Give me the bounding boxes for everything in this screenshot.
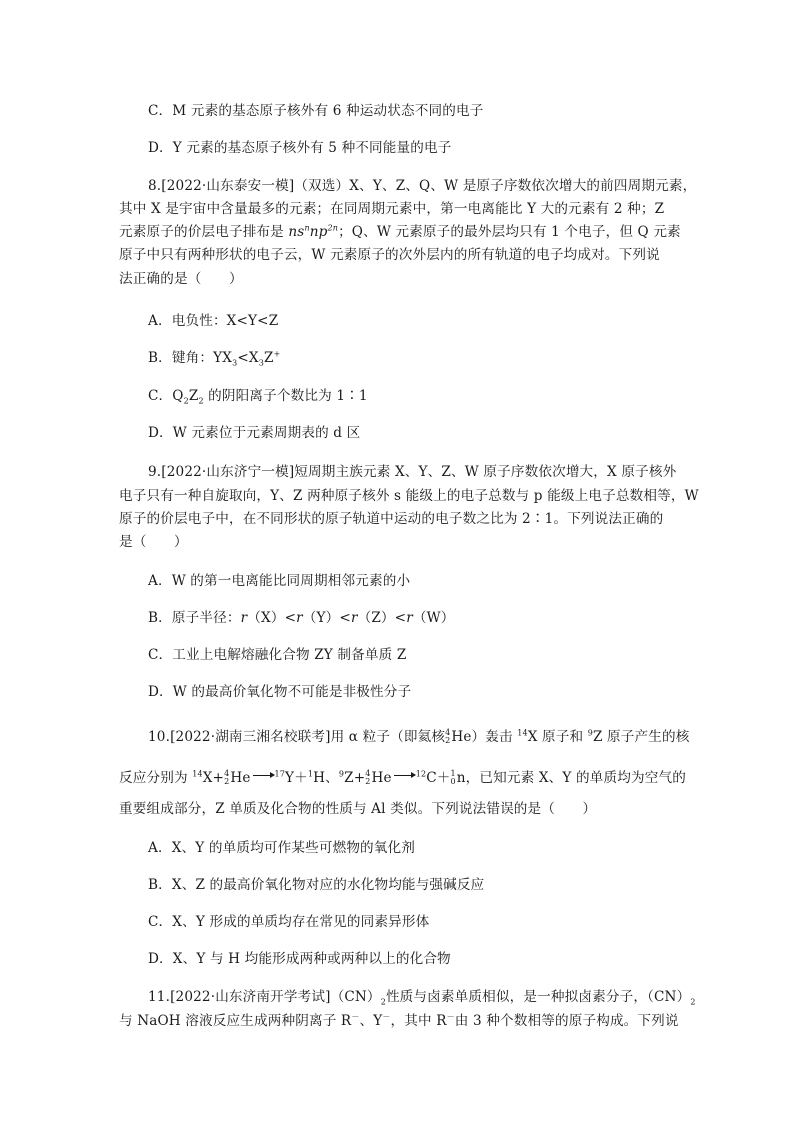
r2-c: C＋: [426, 770, 451, 786]
z-mass-number: 9: [587, 728, 593, 738]
r2-he-a: 4: [365, 768, 371, 778]
r1-x-mass: 14: [192, 769, 203, 779]
q8-config-2n-sup: 2n: [327, 223, 339, 233]
q8-line3-post: ；Q、W 元素原子的最外层均只有 1 个电子，但 Q 元素: [338, 224, 681, 240]
n-mass: 1: [450, 768, 456, 778]
q11-sub2a: 2: [380, 997, 386, 1007]
q11-line2-mid2: ，其中 R: [390, 1013, 447, 1029]
r1-he-a: 4: [224, 768, 230, 778]
q8-config-n-sup: n: [304, 223, 310, 233]
q9-optb-3: （Z）<: [357, 610, 407, 626]
q9-optb-1: （X）<: [247, 610, 297, 626]
q10-line1-x: X 原子和: [527, 729, 588, 745]
q8-option-d: D．W 元素位于元素周期表的 d 区: [148, 425, 361, 441]
r1-h-mass: 1: [307, 769, 314, 779]
r2-he: He: [371, 770, 392, 786]
q8-optc-z: Z: [188, 388, 199, 404]
q11-minus3: －: [446, 1012, 455, 1022]
he-symbol: He: [451, 729, 472, 745]
q8-stem-line1: 8.[2022·山东泰安一模]（双选）X、Y、Z、Q、W 是原子序数依次增大的前四周期元素，: [148, 178, 697, 194]
q8-option-b: [148, 346, 280, 366]
r1-x: X+: [202, 770, 225, 786]
r2-c-mass: 12: [415, 769, 427, 779]
r1-helium-nuclide: [224, 770, 229, 786]
q9-option-a: A．W 的第一电离能比同周期相邻元素的小: [148, 573, 411, 589]
q10-line2-pre: 反应分别为: [119, 770, 193, 786]
q9-r-3: r: [350, 610, 358, 626]
q8-optb-mid: <X: [237, 350, 259, 366]
q10-option-d: D．X、Y 与 H 均能形成两种或两种以上的化合物: [148, 951, 451, 967]
r2-z-mass: 9: [338, 769, 345, 779]
q10-stem-line2: [119, 766, 686, 786]
r1-y: Y＋: [285, 770, 308, 786]
q8-config-ns: ns: [288, 224, 305, 240]
q11-stem-line1: [148, 985, 696, 1005]
q7-option-d: D．Y 元素的基态原子核外有 5 种不同能量的电子: [148, 140, 452, 156]
q9-stem-line1: 9.[2022·山东济宁一模]短周期主族元素 X、Y、Z、W 原子序数依次增大，X 原子核外: [148, 464, 677, 480]
q10-option-c: C．X、Y 形成的单质均存在常见的同素异形体: [148, 914, 430, 930]
q11-line1-mid: 性质与卤素单质相似，是一种拟卤素分子，（CN）: [385, 989, 691, 1005]
q9-stem-line3: 原子的价层电子中，在不同形状的原子轨道中运动的电子数之比为 2∶1。下列说法正确的: [119, 511, 664, 527]
reaction-arrow-icon: [253, 775, 273, 776]
q9-optb-2: （Y）<: [302, 610, 351, 626]
q8-stem-line5: 法正确的是（ ）: [119, 271, 243, 287]
q11-minus1: －: [351, 1012, 360, 1022]
q8-option-a: A．电负性：X<Y<Z: [148, 313, 279, 329]
q8-option-c: [148, 384, 368, 404]
reaction-arrow-icon: [394, 775, 414, 776]
q11-line2-pre: 与 NaOH 溶液反应生成两种阴离子 R: [119, 1013, 352, 1029]
q9-option-b: [148, 606, 455, 626]
n-charge: 0: [450, 776, 456, 786]
q8-optc-post: 的阴阳离子个数比为 1∶1: [203, 388, 368, 404]
q9-option-d: D．W 的最高价氧化物不可能是非极性分子: [148, 684, 412, 700]
helium-nuclide: [445, 729, 450, 745]
neutron-nuclide: [451, 770, 456, 786]
q8-line3-pre: 元素原子的价层电子排布是: [119, 224, 289, 240]
q11-line1-pre: 11.[2022·山东济南开学考试]（CN）: [148, 989, 381, 1005]
q8-optc-sub2: 2: [198, 396, 204, 406]
q8-optb-sub2: 3: [258, 358, 264, 368]
q8-optc-pre: C．Q: [148, 388, 184, 404]
q10-line1-post: Z 原子产生的核: [592, 729, 690, 745]
r1-he: He: [230, 770, 251, 786]
r1-he-z: 2: [224, 776, 230, 786]
q9-optb-4: （W）: [412, 610, 455, 626]
q10-line1-pre: 10.[2022·湖南三湘名校联考]用 α 粒子（即氦核: [148, 729, 446, 745]
q8-stem-line3: [119, 220, 681, 240]
q9-stem-line2: 电子只有一种自旋取向，Y、Z 两种原子核外 s 能级上的电子总数与 p 能级上电子总数相等，W: [119, 488, 699, 504]
q8-optc-sub1: 2: [183, 396, 189, 406]
he-atomic-number: 2: [445, 735, 451, 745]
q9-r-2: r: [296, 610, 303, 626]
he-mass-number: 4: [445, 727, 451, 737]
q10-stem-line3: 重要组成部分，Z 单质及化合物的性质与 Al 类似。下列说法错误的是（ ）: [119, 801, 597, 817]
neutron-symbol: n: [456, 770, 466, 786]
q10-stem-line1: [148, 725, 690, 745]
r2-helium-nuclide: [365, 770, 370, 786]
q9-stem-line4: 是（ ）: [119, 534, 188, 550]
q10-option-b: B．X、Z 的最高价氧化物对应的水化物均能与强碱反应: [148, 877, 485, 893]
r2-z: Z+: [344, 770, 366, 786]
r2-he-z: 2: [365, 776, 371, 786]
q9-option-c: C．工业上电解熔融化合物 ZY 制备单质 Z: [148, 647, 407, 663]
q8-stem-line4: 原子中只有两种形状的电子云，W 元素原子的次外层内的所有轨道的电子均成对。下列说: [119, 247, 660, 263]
q8-config-np: np: [309, 224, 328, 240]
r1-h: H、: [313, 770, 339, 786]
q11-line2-post: 由 3 种个数相等的原子构成。下列说: [454, 1013, 679, 1029]
x-mass-number: 14: [517, 728, 528, 738]
q8-optb-pre: B．键角：YX: [148, 350, 233, 366]
q9-r-1: r: [240, 610, 248, 626]
q9-optb-pre: B．原子半径：: [148, 610, 241, 626]
q8-optb-sub1: 3: [232, 358, 238, 368]
q11-minus2: －: [382, 1012, 391, 1022]
q8-optb-sup: +: [273, 349, 281, 359]
q10-line1-mid: ）轰击: [471, 729, 518, 745]
q10-option-a: A．X、Y 的单质均可作某些可燃物的氧化剂: [148, 840, 416, 856]
q8-optb-z: Z: [263, 350, 274, 366]
q11-line2-mid: 、Y: [359, 1013, 383, 1029]
q9-r-4: r: [406, 610, 413, 626]
q11-stem-line2: [119, 1009, 679, 1029]
q7-option-c: C．M 元素的基态原子核外有 6 种运动状态不同的电子: [148, 103, 484, 119]
q10-line2-post: ，已知元素 X、Y 的单质均为空气的: [465, 770, 686, 786]
q8-stem-line2: 其中 X 是宇宙中含量最多的元素；在同周期元素中，第一电离能比 Y 大的元素有 2 种；Z: [119, 201, 665, 217]
q11-sub2b: 2: [690, 997, 696, 1007]
r1-y-mass: 17: [274, 769, 285, 779]
